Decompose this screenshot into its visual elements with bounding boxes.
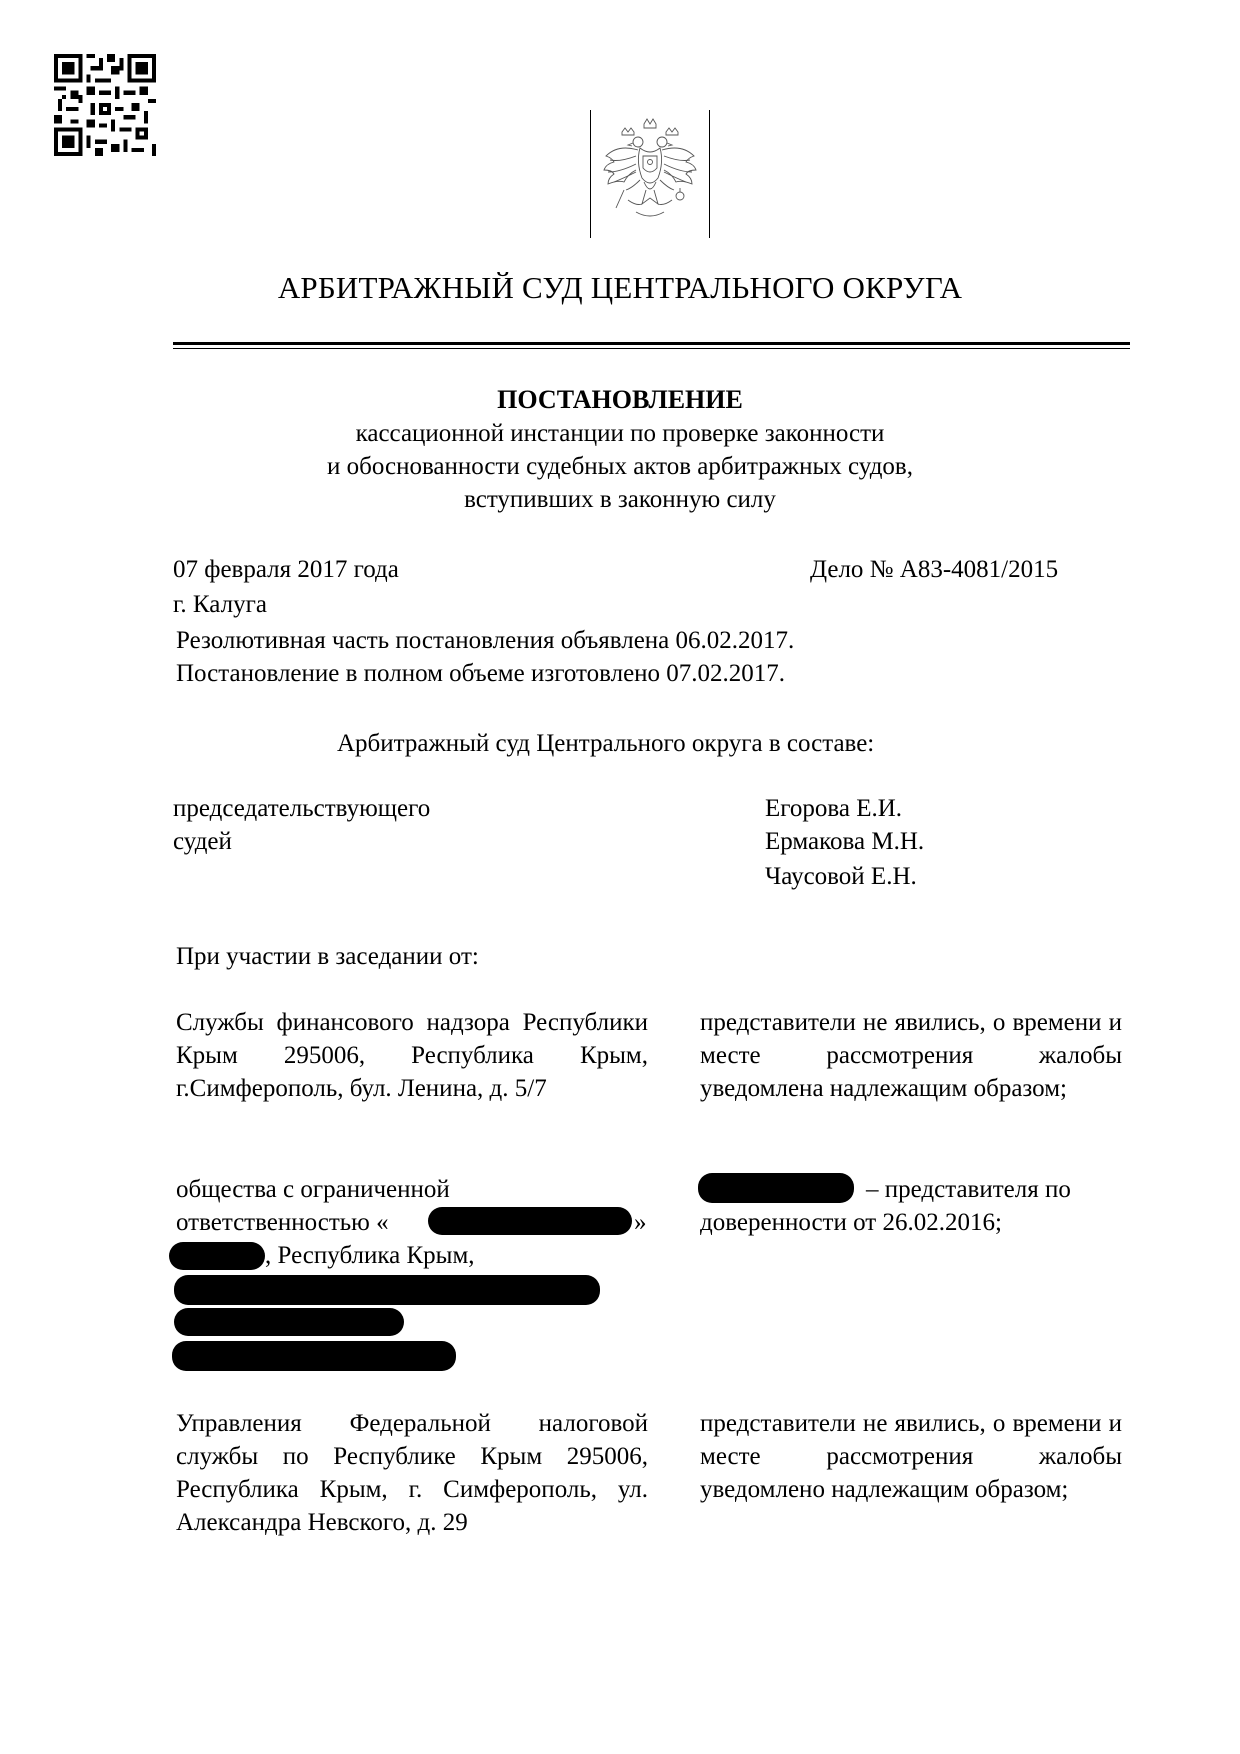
document-subtitle-line-1: кассационной инстанции по проверке законности — [355, 420, 885, 447]
document-subtitle-line-2: и обоснованности судебных актов арбитражных судов, — [327, 453, 913, 480]
role-judges: судей — [173, 828, 232, 855]
header-divider-thin — [173, 348, 1130, 349]
participants-intro: При участии в заседании от: — [176, 943, 479, 970]
document-subtitle-line-3: вступивших в законную силу — [464, 486, 776, 513]
participant-2-name-line-2: ответственностью « — [176, 1209, 389, 1236]
coat-of-arms-icon — [600, 116, 700, 226]
full-text-made: Постановление в полном объеме изготовлено 07.02.2017. — [176, 660, 786, 687]
header-divider — [173, 342, 1130, 345]
participant-2-status-line-2: доверенности от 26.02.2016; — [700, 1209, 1002, 1236]
redaction-bar — [174, 1308, 404, 1336]
participant-2-name-line-2-end: » — [634, 1209, 647, 1236]
coat-of-arms-emblem — [590, 110, 710, 240]
qr-code-icon — [54, 54, 156, 156]
composition-intro: Арбитражный суд Центрального округа в составе: — [337, 730, 875, 757]
participant-1-status: представители не явились, о времени и месте рассмотрения жалобы уведомлена надлежащим образом; — [700, 1009, 1122, 1102]
participant-1-name: Службы финансового надзора Республики Крым 295006, Республика Крым, г.Симферополь, бул. Ленина, д. 5/7 — [176, 1009, 648, 1102]
participant-3-name: Управления Федеральной налоговой службы по Республике Крым 295006, Республика Крым, г. Симферополь, ул. Александра Невского, д. 29 — [176, 1410, 648, 1536]
redaction-bar — [174, 1275, 600, 1305]
participant-2-status-line-1: – представителя по — [866, 1176, 1071, 1203]
judge-name: Чаусовой Е.Н. — [765, 863, 917, 890]
participant-2-name-line-3: , Республика Крым, — [265, 1242, 475, 1269]
document-title: ПОСТАНОВЛЕНИЕ — [497, 385, 743, 414]
resolution-announced: Резолютивная часть постановления объявлена 06.02.2017. — [176, 627, 795, 654]
redaction-bar — [428, 1207, 632, 1235]
judge-name: Егорова Е.И. — [765, 795, 903, 822]
redaction-bar — [698, 1173, 854, 1203]
document-city: г. Калуга — [173, 591, 267, 618]
case-number: Дело № А83-4081/2015 — [810, 556, 1059, 583]
participant-2-name-line-1: общества с ограниченной — [176, 1176, 450, 1203]
participant-3-status: представители не явились, о времени и месте рассмотрения жалобы уведомлено надлежащим образом; — [700, 1410, 1122, 1503]
court-name: АРБИТРАЖНЫЙ СУД ЦЕНТРАЛЬНОГО ОКРУГА — [277, 270, 963, 305]
redaction-bar — [172, 1341, 456, 1371]
redaction-bar — [169, 1242, 265, 1270]
role-presiding: председательствующего — [173, 795, 431, 822]
judge-name: Ермакова М.Н. — [765, 828, 925, 855]
document-date: 07 февраля 2017 года — [173, 556, 399, 583]
